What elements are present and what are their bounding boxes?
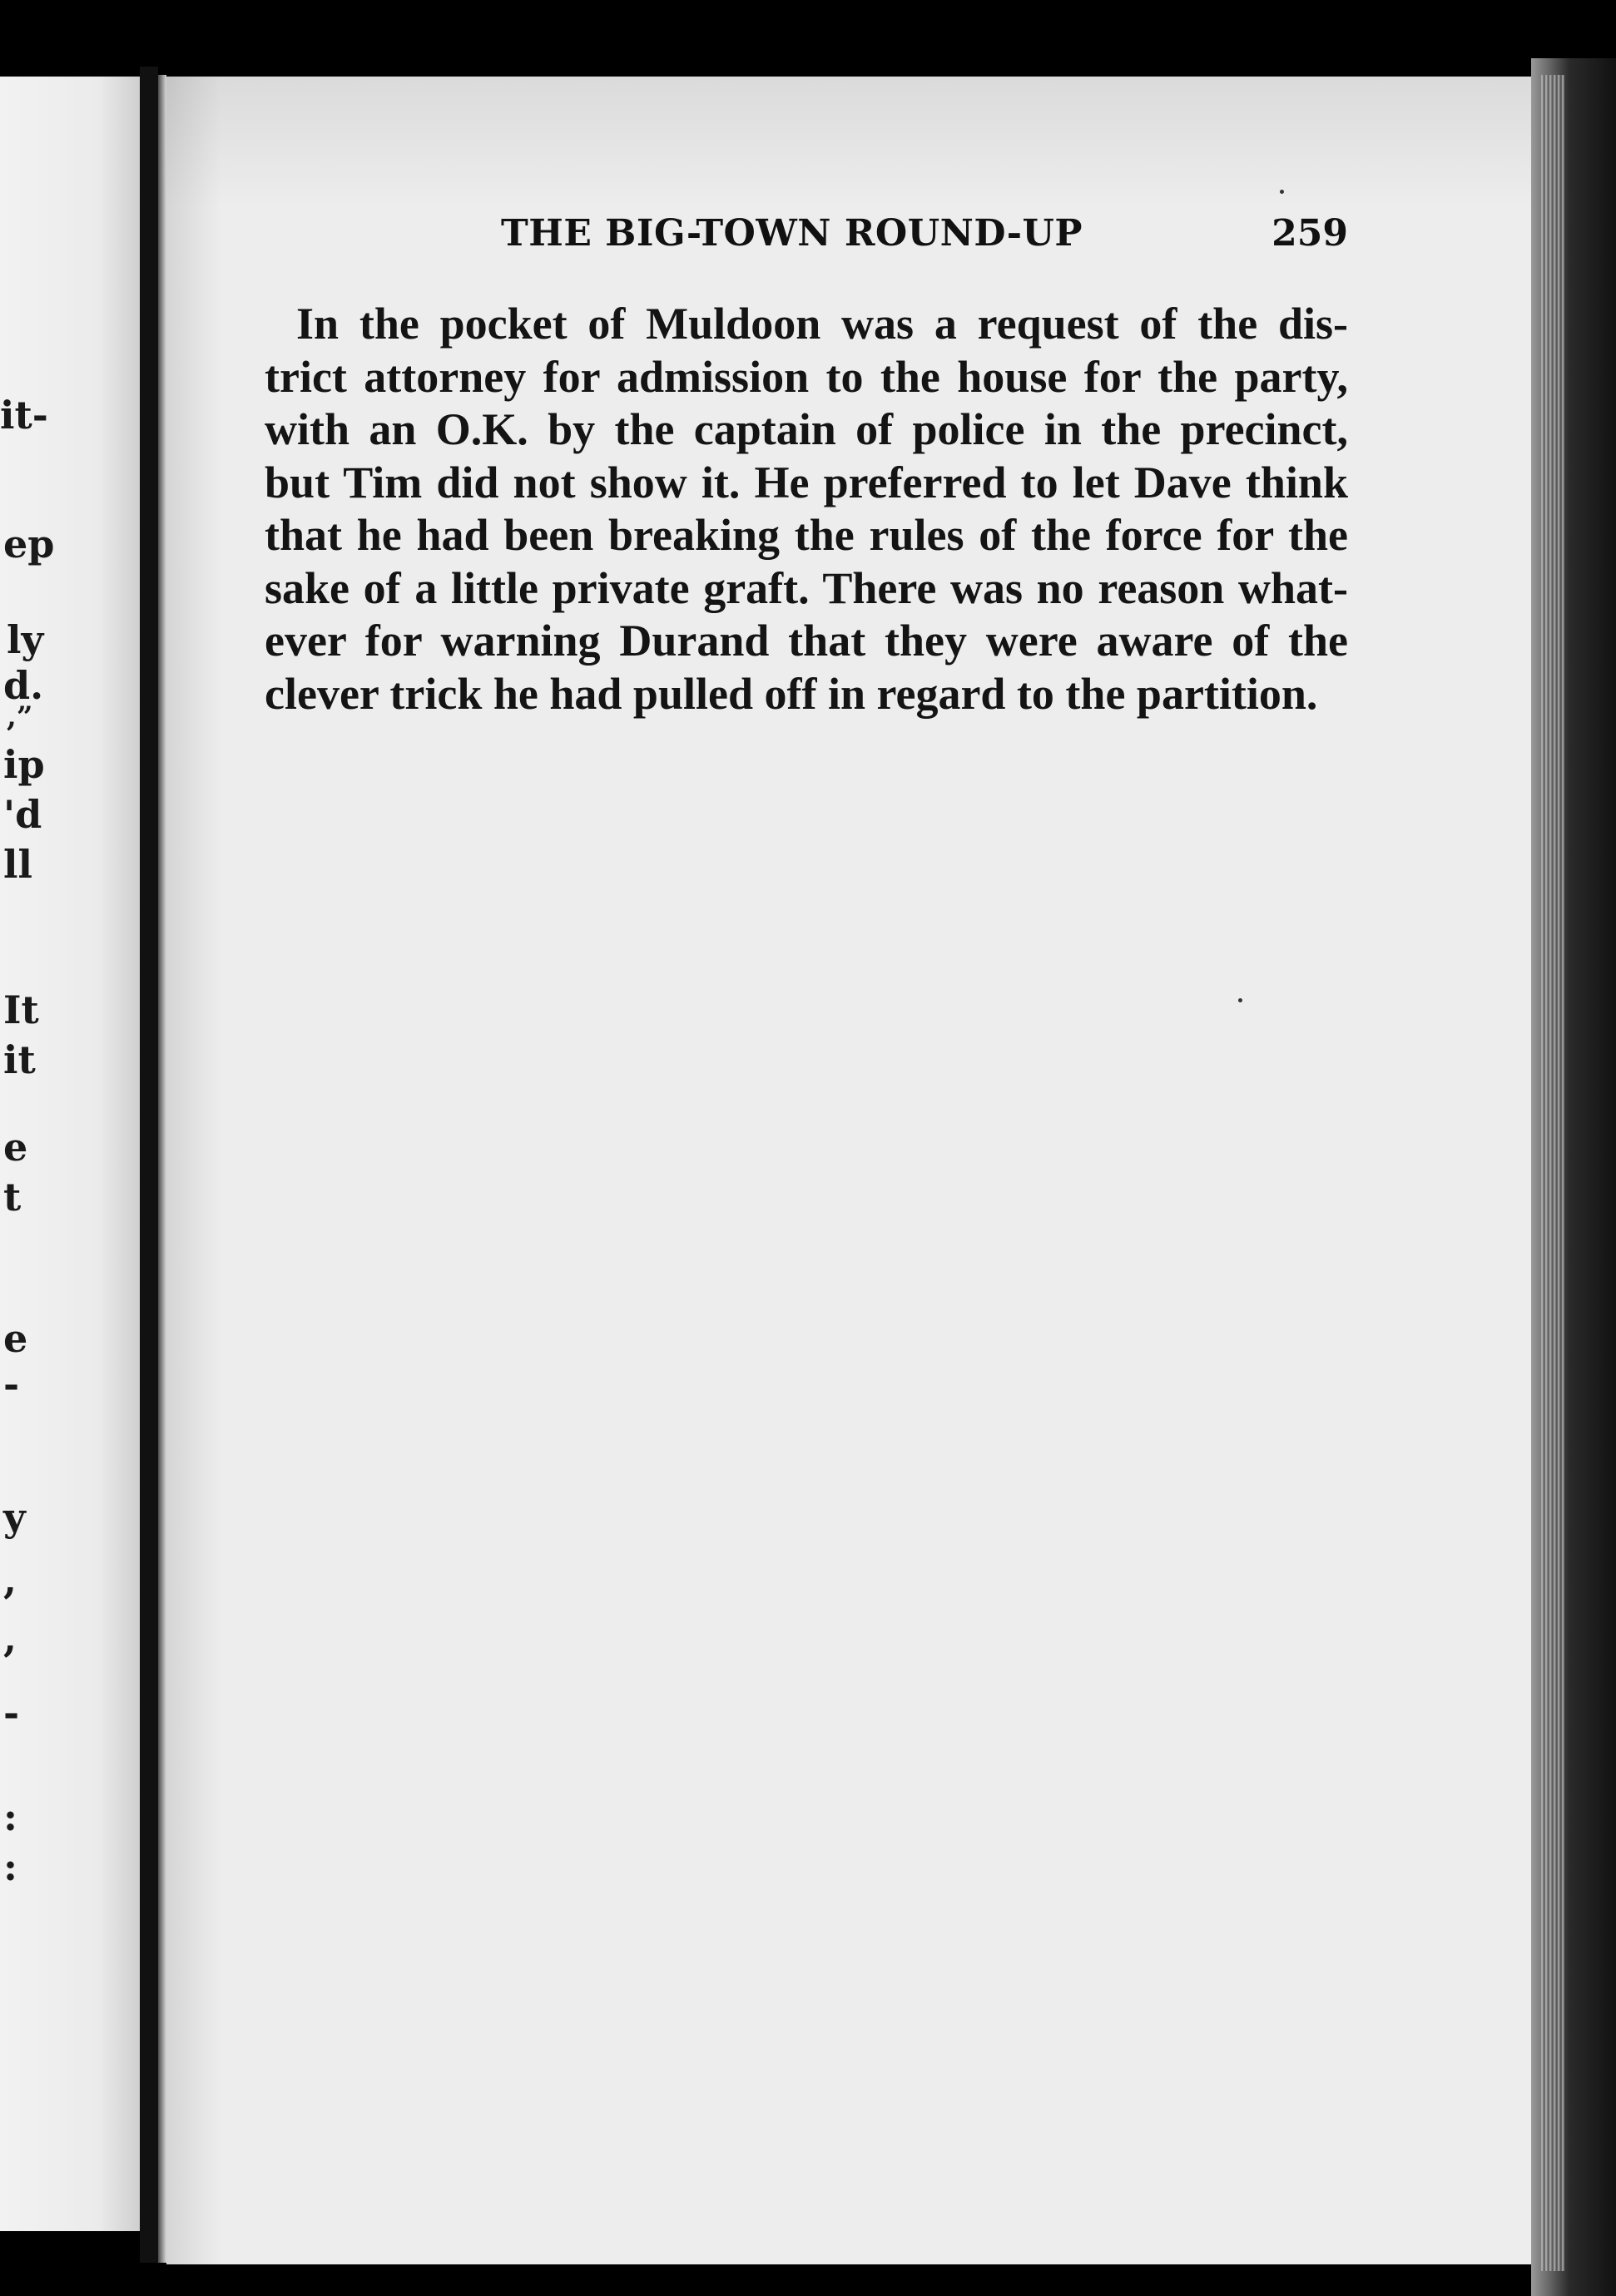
fragment: e [3,1316,28,1361]
fragment: : [3,1794,17,1839]
fragment: ip [3,742,45,787]
fragment: ep [3,522,55,567]
fragment: t [3,1175,22,1220]
page-number: 259 [1271,212,1348,255]
text-line: but Tim did not show it. He preferred to let Dave think [265,457,1348,507]
text-line: sake of a little private graft. There was no reason what- [265,562,1348,613]
fragment: , [3,1616,17,1660]
facing-page [0,77,140,2231]
gutter-shadow [158,75,166,2263]
fragment: , [3,1557,17,1602]
fragment: d. [3,663,44,708]
fragment: - [3,1362,20,1407]
print-speck [1280,190,1284,194]
print-speck [1238,998,1242,1002]
page-header [335,212,1348,270]
fragment: y [3,1495,26,1540]
fragment: it- [0,393,48,438]
text-line: In the pocket of Muldoon was a request of the dis- [296,299,1348,349]
text-line: with an O.K. by the captain of police in the precinct, [265,404,1348,454]
paragraph [265,298,1348,720]
text-line: ever for warning Durand that they were aware of the [265,616,1348,666]
text-line: clever trick he had pulled off in regard to the partition. [265,668,1318,719]
fragment: - [3,1690,20,1735]
fragment: 'd [3,792,42,837]
fragment: ll [3,842,32,887]
text-line: that he had been breaking the rules of the force for the [265,510,1348,560]
fragment: ly [7,617,44,662]
page-stack-edge [1541,75,1564,2271]
fragment: e [3,1125,28,1170]
fragment: it [3,1037,36,1082]
fragment: ,” [7,700,33,734]
text-line: trict attorney for admission to the house for the party, [265,351,1348,402]
fragment: It [3,987,39,1032]
book-gutter [140,67,158,2263]
fragment: : [3,1844,17,1889]
running-head: THE BIG-TOWN ROUND-UP [501,212,1083,255]
